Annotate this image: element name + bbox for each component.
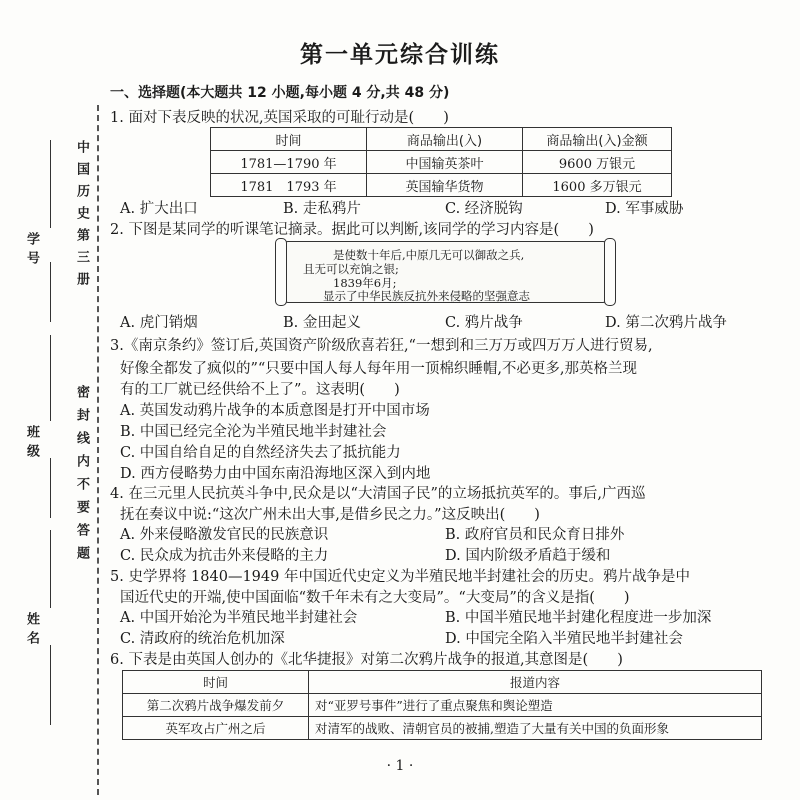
table-header: 时间 — [211, 128, 367, 151]
seal-notice: 密封线内不要答题 — [74, 385, 89, 569]
table-header: 商品输出(入)金额 — [523, 128, 672, 151]
note-line: 显示了中华民族反抗外来侵略的坚强意志 — [323, 289, 530, 303]
q5-option-b[interactable]: B. 中国半殖民地半封建化程度进一步加深 — [445, 610, 712, 626]
q2-option-a[interactable]: A. 虎门销烟 — [120, 315, 198, 331]
note-line: 1839年6月; — [333, 276, 397, 290]
q4-stem-line: 抚在奏议中说:“这次广州未出大事,是借乡民之力。”这反映出( ) — [120, 507, 540, 523]
q2-option-b[interactable]: B. 金田起义 — [283, 315, 361, 331]
q3-stem-line: 有的工厂就已经供给不上了”。这表明( ) — [120, 382, 400, 398]
note-line: 且无可以充饷之银; — [303, 262, 399, 276]
q3-stem-line: 3.《南京条约》签订后,英国资产阶级欣喜若狂,“一想到和三万万或四万万人进行贸易, — [110, 338, 653, 354]
q5-option-d[interactable]: D. 中国完全陷入半殖民地半封建社会 — [445, 631, 683, 647]
class-field[interactable] — [50, 335, 52, 421]
q5-stem-line: 5. 史学界将 1840—1949 年中国近代史定义为半殖民地半封建社会的历史。鸦片战争是中 — [110, 569, 690, 585]
table-cell: 英国输华货物 — [367, 174, 523, 197]
name-label: 姓名 — [24, 612, 39, 650]
table-cell: 1781 1793 年 — [211, 174, 367, 197]
student-id-field[interactable] — [50, 140, 52, 228]
table-cell: 英军攻占广州之后 — [123, 717, 309, 740]
book-tag: 中国历史第三册 — [74, 140, 89, 294]
q3-option-a[interactable]: A. 英国发动鸦片战争的本质意图是打开中国市场 — [120, 403, 430, 419]
q6-table — [122, 670, 762, 740]
q5-stem-line: 国近代史的开端,使中国面临“数千年未有之大变局”。“大变局”的含义是指( ) — [120, 590, 630, 606]
q3-option-c[interactable]: C. 中国自给自足的自然经济失去了抵抗能力 — [120, 445, 401, 461]
q1-option-a[interactable]: A. 扩大出口 — [120, 201, 198, 217]
q4-option-b[interactable]: B. 政府官员和民众育日排外 — [445, 527, 625, 543]
table-cell: 1781—1790 年 — [211, 151, 367, 174]
q4-option-a[interactable]: A. 外来侵略激发官民的民族意识 — [120, 527, 329, 543]
q4-option-c[interactable]: C. 民众成为抗击外来侵略的主力 — [120, 548, 329, 564]
q4-stem-line: 4. 在三元里人民抗英斗争中,民众是以“大清国子民”的立场抵抗英军的。事后,广西巡 — [110, 486, 646, 502]
q3-option-b[interactable]: B. 中国已经完全沦为半殖民地半封建社会 — [120, 424, 387, 440]
table-header: 时间 — [123, 671, 309, 694]
q1-stem: 1. 面对下表反映的状况,英国采取的可耻行动是( ) — [110, 110, 449, 126]
q2-option-d[interactable]: D. 第二次鸦片战争 — [605, 315, 727, 331]
note-line: 是使数十年后,中原几无可以御敌之兵, — [333, 248, 525, 262]
table-header: 商品输出(入) — [367, 128, 523, 151]
q1-table — [210, 127, 672, 197]
name-field[interactable] — [50, 530, 52, 608]
table-cell: 9600 万银元 — [523, 151, 672, 174]
q5-option-c[interactable]: C. 清政府的统治危机加深 — [120, 631, 285, 647]
q6-stem: 6. 下表是由英国人创办的《北华捷报》对第二次鸦片战争的报道,其意图是( ) — [110, 652, 623, 668]
q3-option-d[interactable]: D. 西方侵略势力由中国东南沿海地区深入到内地 — [120, 466, 431, 482]
q1-option-d[interactable]: D. 军事威胁 — [605, 201, 684, 217]
table-cell: 对“亚罗号事件”进行了重点聚焦和舆论塑造 — [309, 694, 762, 717]
name-field-extra[interactable] — [50, 645, 52, 725]
q1-option-b[interactable]: B. 走私鸦片 — [283, 201, 361, 217]
student-id-field-extra[interactable] — [50, 262, 52, 322]
table-cell: 中国输英茶叶 — [367, 151, 523, 174]
q3-stem-line: 好像全都发了疯似的”“只要中国人每人每年用一顶棉织睡帽,不必更多,那英格兰现 — [120, 361, 638, 377]
table-header: 报道内容 — [309, 671, 762, 694]
table-cell: 1600 多万银元 — [523, 174, 672, 197]
q2-option-c[interactable]: C. 鸦片战争 — [445, 315, 523, 331]
q1-option-c[interactable]: C. 经济脱钩 — [445, 201, 523, 217]
page-title: 第一单元综合训练 — [300, 42, 500, 68]
page-number: · 1 · — [386, 758, 414, 774]
seal-dashed-line — [97, 105, 99, 795]
section-heading: 一、选择题(本大题共 12 小题,每小题 4 分,共 48 分) — [110, 85, 450, 101]
q4-option-d[interactable]: D. 国内阶级矛盾趋于缓和 — [445, 548, 611, 564]
class-field-extra[interactable] — [50, 458, 52, 518]
q2-stem: 2. 下图是某同学的听课笔记摘录。据此可以判断,该同学的学习内容是( ) — [110, 222, 594, 238]
table-cell: 第二次鸦片战争爆发前夕 — [123, 694, 309, 717]
student-id-label: 学号 — [24, 232, 39, 270]
q5-option-a[interactable]: A. 中国开始沦为半殖民地半封建社会 — [120, 610, 358, 626]
table-cell: 对清军的战败、清朝官员的被捕,塑造了大量有关中国的负面形象 — [309, 717, 762, 740]
class-label: 班级 — [24, 425, 39, 463]
q2-note-scroll — [282, 241, 609, 303]
